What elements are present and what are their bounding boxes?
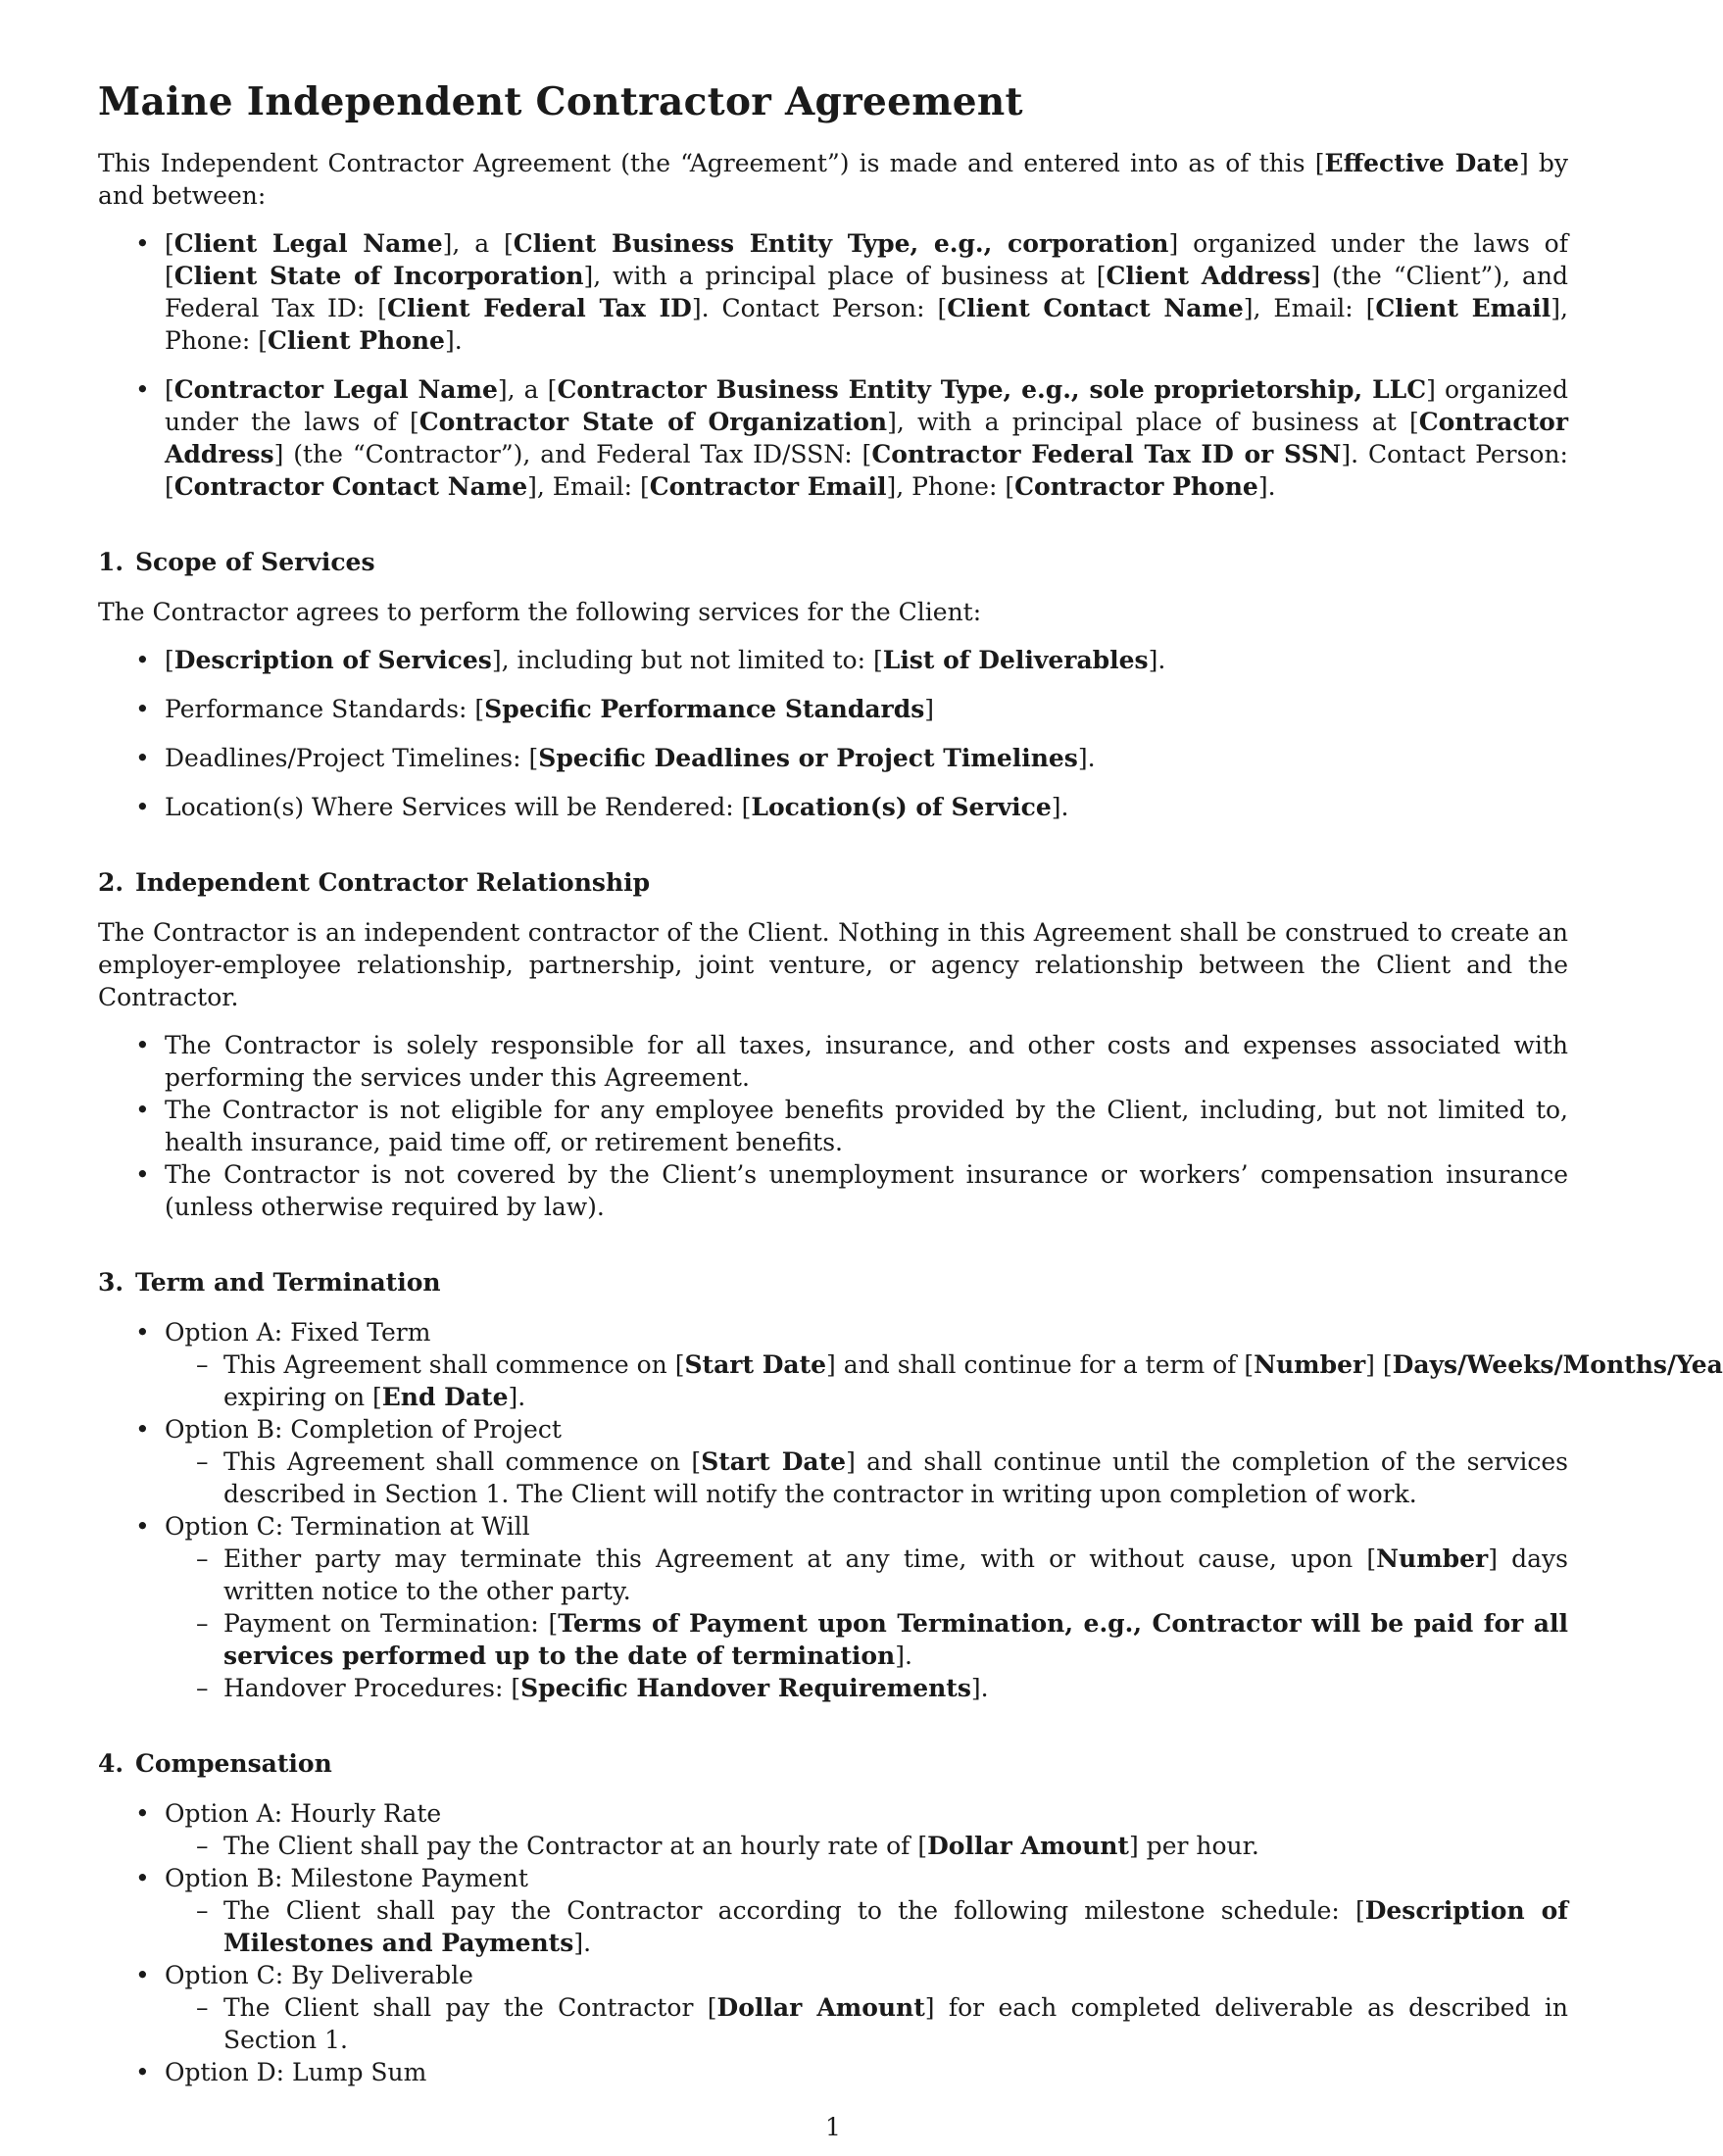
- sub-list: [165, 1894, 1568, 1959]
- sub-list: [165, 1830, 1568, 1862]
- option-item: • Option D: Lump Sum: [98, 2056, 1568, 2088]
- list-item: • Deadlines/Project Timelines: [Specific Deadlines or Project Timelines].: [98, 742, 1568, 774]
- scope-list: [98, 644, 1568, 823]
- sub-item: – The Client shall pay the Contractor at an hourly rate of [Dollar Amount] per hour.: [165, 1830, 1568, 1862]
- option-item: • Option B: Completion of Project – This Agreement shall commence on [Start Date] and shall continue until the completion of the services described in Section 1. The Client will notify the contractor in writing upon completion of work.: [98, 1413, 1568, 1510]
- sub-item: – The Client shall pay the Contractor [Dollar Amount] for each completed deliverable as described in Section 1.: [165, 1991, 1568, 2056]
- sub-item: – Handover Procedures: [Specific Handover Requirements].: [165, 1672, 1568, 1704]
- parties-list: [98, 227, 1568, 503]
- list-item: • Location(s) Where Services will be Rendered: [Location(s) of Service].: [98, 791, 1568, 823]
- intro-paragraph: This Independent Contractor Agreement (the “Agreement”) is made and entered into as of this [Effective Date] by and between:: [98, 149, 1568, 210]
- client-party-item: • [Client Legal Name], a [Client Business Entity Type, e.g., corporation] organized under the laws of [Client State of Incorporation], with a principal place of business at [Client Address] (the “Client”), and Federal Tax ID: [Client Federal Tax ID]. Contact Person: [Client Contact Name], Email: [Client Email], Phone: [Client Phone].: [98, 227, 1568, 357]
- page-number: 1: [825, 2113, 841, 2141]
- sub-item: – This Agreement shall commence on [Start Date] and shall continue until the completion of the services described in Section 1. The Client will notify the contractor in writing upon completion of work.: [165, 1446, 1568, 1510]
- sub-list: [165, 1446, 1568, 1510]
- section-heading-term: 3. Term and Termination: [98, 1268, 441, 1297]
- list-item: • Performance Standards: [Specific Performance Standards]: [98, 693, 1568, 725]
- scope-intro: The Contractor agrees to perform the following services for the Client:: [98, 598, 982, 626]
- option-item: • Option A: Fixed Term – This Agreement shall commence on [Start Date] and shall continue for a term of [Number] [Days/Weeks/Months/Yea expiring on [End Date].: [98, 1316, 1568, 1413]
- option-item: • Option B: Milestone Payment – The Client shall pay the Contractor according to the following milestone schedule: [Description of Milestones and Payments].: [98, 1862, 1568, 1959]
- term-options-list: [98, 1316, 1723, 1704]
- list-item: • The Contractor is not covered by the Client’s unemployment insurance or workers’ compensation insurance (unless otherwise required by law).: [98, 1158, 1568, 1223]
- relationship-list: [98, 1029, 1568, 1223]
- section-heading-compensation: 4. Compensation: [98, 1749, 332, 1778]
- document-body: [98, 78, 1723, 2088]
- sub-list: [165, 1543, 1568, 1704]
- sub-item: – The Client shall pay the Contractor according to the following milestone schedule: [Description of Milestones and Payments].: [165, 1894, 1568, 1959]
- sub-item: – Payment on Termination: [Terms of Payment upon Termination, e.g., Contractor will be paid for all services performed up to the date of termination].: [165, 1607, 1568, 1672]
- contractor-party-item: • [Contractor Legal Name], a [Contractor Business Entity Type, e.g., sole proprietorship, LLC] organized under the laws of [Contractor State of Organization], with a principal place of business at [Contractor Address] (the “Contractor”), and Federal Tax ID/SSN: [Contractor Federal Tax ID or SSN]. Contact Person: [Contractor Contact Name], Email: [Contractor Email], Phone: [Contractor Phone].: [98, 373, 1568, 503]
- sub-list: [165, 1991, 1568, 2056]
- sub-item: – Either party may terminate this Agreement at any time, with or without cause, upon [Number] days written notice to the other party.: [165, 1543, 1568, 1607]
- option-item: • Option A: Hourly Rate – The Client shall pay the Contractor at an hourly rate of [Dollar Amount] per hour.: [98, 1797, 1568, 1862]
- option-item: • Option C: By Deliverable – The Client shall pay the Contractor [Dollar Amount] for each completed deliverable as described in Section 1.: [98, 1959, 1568, 2056]
- relationship-intro: The Contractor is an independent contractor of the Client. Nothing in this Agreement shall be construed to create an employer-employee relationship, partnership, joint venture, or agency relationship between the Client and the Contractor.: [98, 918, 1568, 1011]
- sub-item: – This Agreement shall commence on [Start Date] and shall continue for a term of [Number] [Days/Weeks/Months/Yea expiring on [End Date].: [165, 1348, 1568, 1413]
- document-title: Maine Independent Contractor Agreement: [98, 79, 1023, 124]
- list-item: • The Contractor is not eligible for any employee benefits provided by the Client, including, but not limited to, health insurance, paid time off, or retirement benefits.: [98, 1094, 1568, 1158]
- list-item: • The Contractor is solely responsible for all taxes, insurance, and other costs and expenses associated with performing the services under this Agreement.: [98, 1029, 1568, 1094]
- compensation-options-list: [98, 1797, 1568, 2088]
- section-heading-relationship: 2. Independent Contractor Relationship: [98, 868, 651, 897]
- option-item: • Option C: Termination at Will – Either party may terminate this Agreement at any time, with or without cause, upon [Number] days written notice to the other party. – Payment on Termination: [Terms of Payment upon Termination, e.g., Contractor will be paid for all services performed up to the date of termination]. – Handover Procedures: [Specific Handover Requirements].: [98, 1510, 1568, 1704]
- section-heading-scope: 1. Scope of Services: [98, 548, 375, 576]
- sub-list: [165, 1348, 1723, 1413]
- list-item: • [Description of Services], including but not limited to: [List of Deliverables].: [98, 644, 1568, 676]
